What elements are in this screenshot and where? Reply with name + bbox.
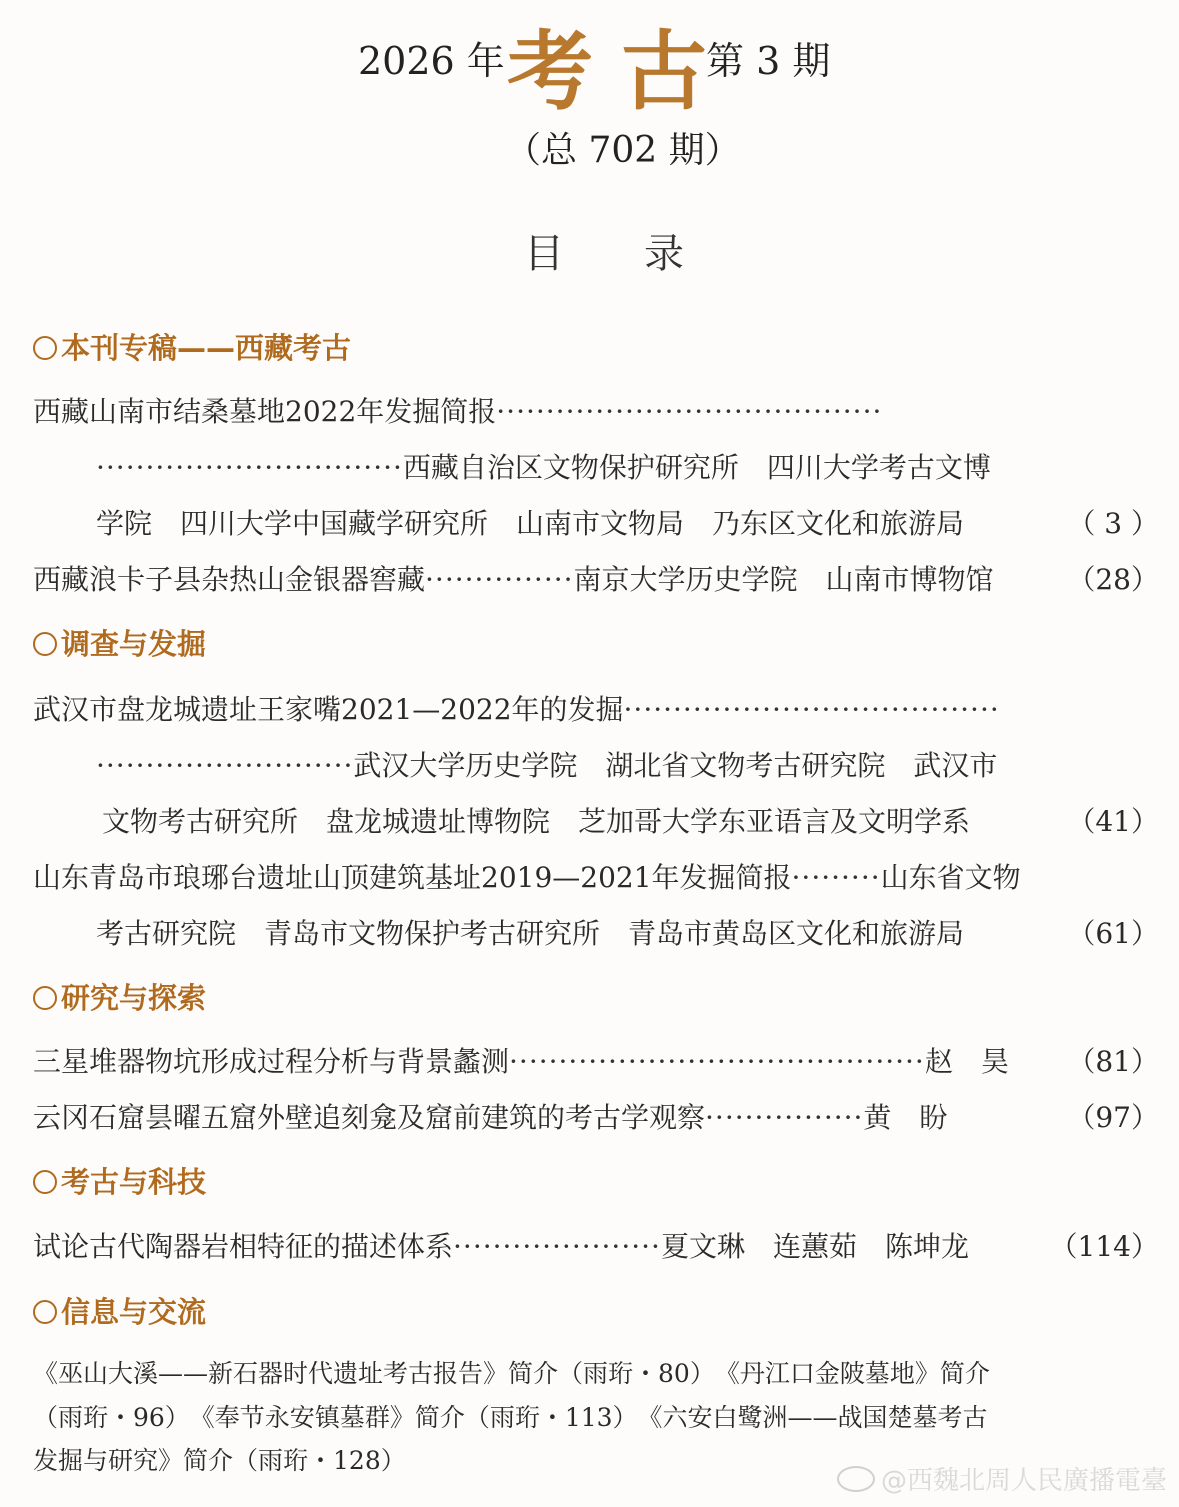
year-label: 2026 年 (358, 39, 505, 83)
toc-entry-page: （41） (1067, 805, 1159, 838)
circle-bullet-icon (33, 1300, 57, 1324)
watermark: @西魏北周人民廣播電臺 (837, 1460, 1167, 1497)
toc-title: 目录 (524, 231, 764, 277)
section-heading: 信息与交流 (33, 1290, 206, 1331)
toc-entry-page: （97） (1067, 1101, 1159, 1134)
toc-entry-title[interactable]: 山东青岛市琅琊台遗址山顶建筑基址2019—2021年发掘简报·········山东省文物 (33, 861, 1021, 894)
section-heading: 研究与探索 (33, 976, 206, 1017)
circle-bullet-icon (33, 632, 57, 656)
issue-label: 第 3 期 (706, 39, 831, 83)
circle-bullet-icon (33, 986, 57, 1010)
toc-entry-page: （114） (1049, 1230, 1159, 1263)
section-heading: 本刊专稿——西藏考古 (33, 326, 351, 367)
toc-entry-authors: 学院 四川大学中国藏学研究所 山南市文物局 乃东区文化和旅游局 (96, 507, 965, 540)
toc-entry-page: （28） (1067, 563, 1159, 596)
toc-entry-authors: ··························武汉大学历史学院 湖北省文物考古研究院 武汉市 (96, 749, 998, 782)
toc-entry-title[interactable]: 西藏山南市结桑墓地2022年发掘简报······································· (33, 395, 883, 428)
info-line: 《巫山大溪——新石器时代遗址考古报告》简介（雨珩・80） 《丹江口金陂墓地》简介 (33, 1359, 990, 1388)
info-line: 发掘与研究》简介（雨珩・128） (33, 1446, 406, 1475)
info-line: （雨珩・96） 《奉节永安镇墓群》简介（雨珩・113） 《六安白鹭洲——战国楚墓考古 (33, 1403, 988, 1432)
total-issue-label: （总 702 期） (505, 130, 741, 171)
circle-bullet-icon (33, 336, 57, 360)
weibo-icon (837, 1466, 875, 1492)
journal-logo: 考古 (507, 21, 735, 122)
section-heading: 考古与科技 (33, 1160, 206, 1201)
toc-entry-title[interactable]: 西藏浪卡子县杂热山金银器窖藏···············南京大学历史学院 山南市博物馆 (33, 563, 994, 596)
toc-entry-title[interactable]: 试论古代陶器岩相特征的描述体系·····················夏文琳 连蕙茹 陈坤龙 (33, 1230, 969, 1263)
toc-entry-page: （81） (1067, 1045, 1159, 1078)
toc-entry-title[interactable]: 武汉市盘龙城遗址王家嘴2021—2022年的发掘······································ (33, 693, 1000, 726)
toc-entry-authors: ·······························西藏自治区文物保护研究所 四川大学考古文博 (96, 451, 991, 484)
toc-entry-page: （61） (1067, 917, 1159, 950)
toc-entry-authors: 文物考古研究所 盘龙城遗址博物院 芝加哥大学东亚语言及文明学系 (102, 805, 971, 838)
circle-bullet-icon (33, 1170, 57, 1194)
toc-entry-title[interactable]: 云冈石窟昙曜五窟外壁追刻龛及窟前建筑的考古学观察················黄 盼 (33, 1101, 948, 1134)
toc-entry-title[interactable]: 三星堆器物坑形成过程分析与背景蠡测··········································赵 昊 (33, 1045, 1009, 1078)
section-heading: 调查与发掘 (33, 622, 206, 663)
toc-entry-page: （ 3 ） (1067, 507, 1159, 540)
toc-entry-authors: 考古研究院 青岛市文物保护考古研究所 青岛市黄岛区文化和旅游局 (96, 917, 965, 950)
